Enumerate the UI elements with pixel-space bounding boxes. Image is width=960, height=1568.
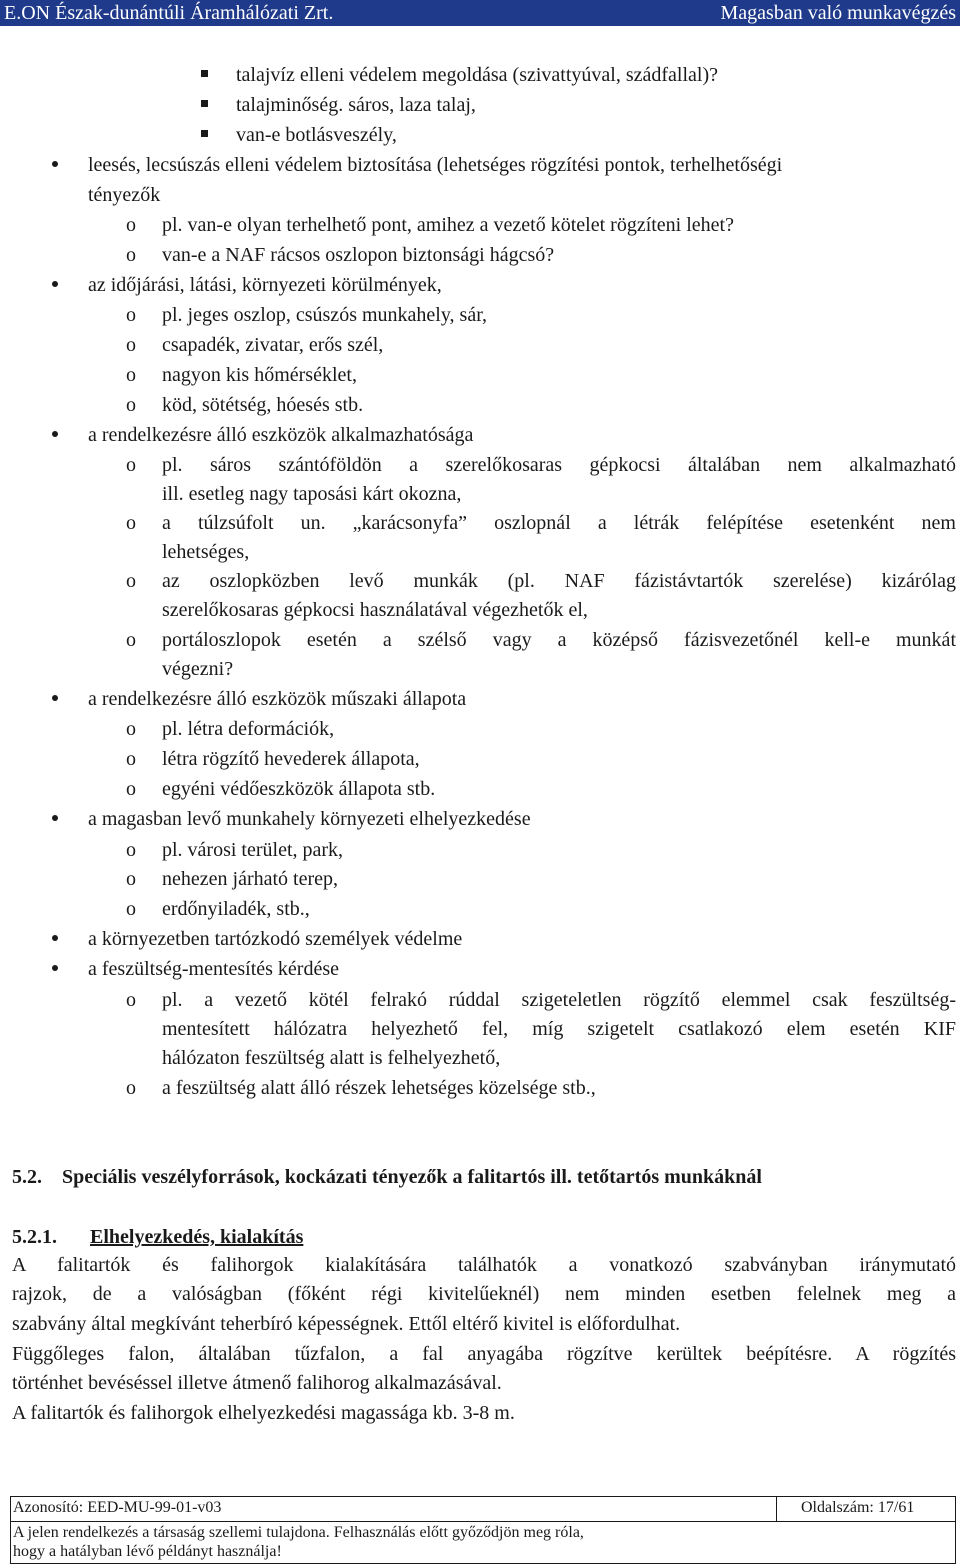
list-item: a feszültség-mentesítés kérdése bbox=[88, 958, 340, 980]
sub-list-item: nehezen járható terep, bbox=[162, 868, 339, 890]
circle-bullet-icon: o bbox=[126, 748, 136, 770]
sub-list-item-continuation: hálózaton feszültség alatt is felhelyezhető, bbox=[162, 1047, 501, 1069]
section-title: Speciális veszélyforrások, kockázati tényezők a falitartós ill. tetőtartós munkáknál bbox=[62, 1166, 762, 1188]
round-bullet-icon bbox=[52, 281, 58, 287]
page-footer bbox=[10, 1496, 956, 1564]
subsection-number: 5.2.1. bbox=[12, 1226, 57, 1248]
paragraph-line: A falitartók és falihorgok kialakítására találhatók a vonatkozó szabványban iránymutató bbox=[12, 1254, 956, 1276]
circle-bullet-icon: o bbox=[126, 570, 136, 592]
sub-list-item: pl. jeges oszlop, csúszós munkahely, sár, bbox=[162, 304, 488, 326]
list-item: talajminőség. sáros, laza talaj, bbox=[236, 94, 476, 116]
sub-list-item: egyéni védőeszközök állapota stb. bbox=[162, 778, 436, 800]
list-item: a rendelkezésre álló eszközök műszaki állapota bbox=[88, 688, 467, 710]
list-item: leesés, lecsúszás elleni védelem biztosítása (lehetséges rögzítési pontok, terhelhetőségi bbox=[88, 154, 783, 176]
paragraph-line: rajzok, de a valóságban (főként régi kivitelűeknél) nem minden esetben felelnek meg a bbox=[12, 1283, 956, 1305]
circle-bullet-icon: o bbox=[126, 868, 136, 890]
list-item: a rendelkezésre álló eszközök alkalmazhatósága bbox=[88, 424, 474, 446]
round-bullet-icon bbox=[52, 695, 58, 701]
paragraph-line: történhet bevéséssel illetve átmenő falihorog alkalmazásával. bbox=[12, 1372, 502, 1394]
page-header bbox=[0, 0, 960, 26]
company-name: E.ON Észak-dunántúli Áramhálózati Zrt. bbox=[4, 2, 334, 24]
footer-divider bbox=[776, 1497, 777, 1521]
sub-list-item: létra rögzítő hevederek állapota, bbox=[162, 748, 420, 770]
list-item: a környezetben tartózkodó személyek védelme bbox=[88, 928, 463, 950]
sub-list-item-continuation: szerelőkosaras gépkocsi használatával végezhetők el, bbox=[162, 599, 588, 621]
circle-bullet-icon: o bbox=[126, 629, 136, 651]
section-number: 5.2. bbox=[12, 1166, 42, 1188]
list-item: talajvíz elleni védelem megoldása (szivattyúval, szádfallal)? bbox=[236, 64, 719, 86]
sub-list-item-continuation: mentesített hálózatra helyezhető fel, míg szigetelt csatlakozó elem esetén KIF bbox=[162, 1018, 956, 1040]
paragraph-line: A falitartók és falihorgok elhelyezkedési magassága kb. 3-8 m. bbox=[12, 1402, 515, 1424]
sub-list-item: a feszültség alatt álló részek lehetséges közelsége stb., bbox=[162, 1077, 596, 1099]
sub-list-item: köd, sötétség, hóesés stb. bbox=[162, 394, 364, 416]
sub-list-item: csapadék, zivatar, erős szél, bbox=[162, 334, 384, 356]
circle-bullet-icon: o bbox=[126, 1077, 136, 1099]
circle-bullet-icon: o bbox=[126, 454, 136, 476]
round-bullet-icon bbox=[52, 161, 58, 167]
sub-list-item: van-e a NAF rácsos oszlopon biztonsági hágcsó? bbox=[162, 244, 555, 266]
sub-list-item: erdőnyiladék, stb., bbox=[162, 898, 310, 920]
copyright-note-continuation: hogy a hatályban lévő példányt használja! bbox=[13, 1543, 282, 1560]
paragraph-line: szabvány által megkívánt teherbíró képességnek. Ettől eltérő kivitel is előfordulhat. bbox=[12, 1313, 681, 1335]
list-item-continuation: tényezők bbox=[88, 184, 161, 206]
list-item: a magasban levő munkahely környezeti elhelyezkedése bbox=[88, 808, 531, 830]
sub-list-item: pl. létra deformációk, bbox=[162, 718, 335, 740]
paragraph-line: Függőleges falon, általában tűzfalon, a fal anyagába rögzítve kerültek beépítésre. A rögzítés bbox=[12, 1343, 956, 1365]
sub-list-item-continuation: lehetséges, bbox=[162, 541, 250, 563]
square-bullet-icon bbox=[201, 100, 208, 107]
square-bullet-icon bbox=[201, 130, 208, 137]
sub-list-item: pl. a vezető kötél felrakó rúddal szigeteletlen rögzítő elemmel csak feszültség- bbox=[162, 989, 956, 1011]
circle-bullet-icon: o bbox=[126, 244, 136, 266]
document-title: Magasban való munkavégzés bbox=[720, 2, 956, 24]
sub-list-item: nagyon kis hőmérséklet, bbox=[162, 364, 357, 386]
circle-bullet-icon: o bbox=[126, 214, 136, 236]
round-bullet-icon bbox=[52, 935, 58, 941]
sub-list-item: portáloszlopok esetén a szélső vagy a középső fázisvezetőnél kell-e munkát bbox=[162, 629, 956, 651]
document-id: Azonosító: EED-MU-99-01-v03 bbox=[13, 1499, 222, 1516]
circle-bullet-icon: o bbox=[126, 334, 136, 356]
circle-bullet-icon: o bbox=[126, 512, 136, 534]
circle-bullet-icon: o bbox=[126, 364, 136, 386]
round-bullet-icon bbox=[52, 965, 58, 971]
sub-list-item-continuation: végezni? bbox=[162, 658, 234, 680]
sub-list-item: az oszlopközben levő munkák (pl. NAF fázistávtartók szerelése) kizárólag bbox=[162, 570, 956, 592]
list-item: van-e botlásveszély, bbox=[236, 124, 397, 146]
circle-bullet-icon: o bbox=[126, 898, 136, 920]
sub-list-item: pl. van-e olyan terhelhető pont, amihez a vezető kötelet rögzíteni lehet? bbox=[162, 214, 734, 236]
round-bullet-icon bbox=[52, 815, 58, 821]
sub-list-item: pl. városi terület, park, bbox=[162, 839, 344, 861]
footer-id-row bbox=[11, 1497, 955, 1522]
page-number: Oldalszám: 17/61 bbox=[801, 1499, 915, 1516]
subsection-title: Elhelyezkedés, kialakítás bbox=[90, 1226, 304, 1248]
circle-bullet-icon: o bbox=[126, 304, 136, 326]
sub-list-item: pl. sáros szántóföldön a szerelőkosaras gépkocsi általában nem alkalmazható bbox=[162, 454, 956, 476]
circle-bullet-icon: o bbox=[126, 839, 136, 861]
sub-list-item-continuation: ill. esetleg nagy taposási kárt okozna, bbox=[162, 483, 462, 505]
circle-bullet-icon: o bbox=[126, 394, 136, 416]
copyright-note: A jelen rendelkezés a társaság szellemi tulajdona. Felhasználás előtt győződjön meg róla, bbox=[13, 1524, 584, 1541]
circle-bullet-icon: o bbox=[126, 718, 136, 740]
square-bullet-icon bbox=[201, 70, 208, 77]
circle-bullet-icon: o bbox=[126, 989, 136, 1011]
round-bullet-icon bbox=[52, 431, 58, 437]
circle-bullet-icon: o bbox=[126, 778, 136, 800]
sub-list-item: a túlzsúfolt un. „karácsonyfa” oszlopnál a létrák felépítése esetenként nem bbox=[162, 512, 956, 534]
list-item: az időjárási, látási, környezeti körülmények, bbox=[88, 274, 442, 296]
